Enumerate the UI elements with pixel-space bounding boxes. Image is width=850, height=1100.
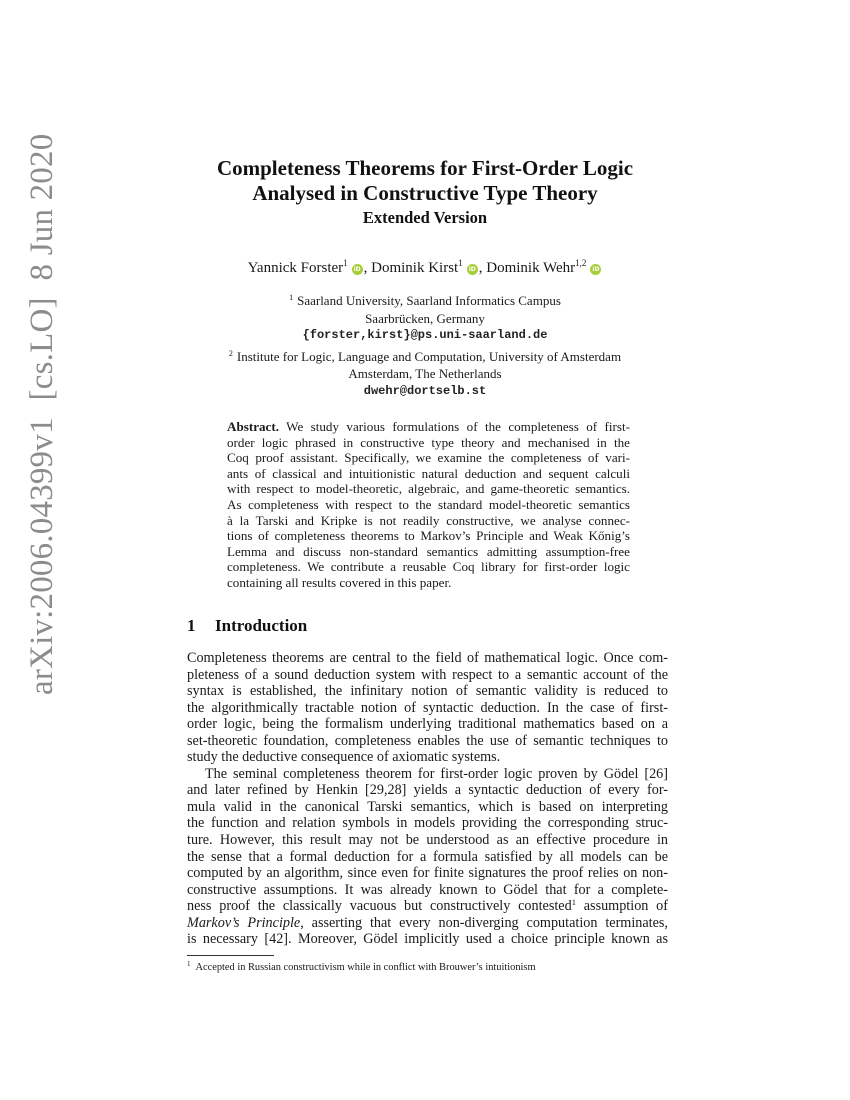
abstract-line: As completeness with respect to the standard model-theoretic semantics: [227, 496, 630, 512]
body-line: the function and relation symbols in models providing the corresponding struc-: [187, 815, 668, 832]
abstract-line: ants of classical and intuitionistic natural deduction and sequent calculi: [227, 465, 630, 481]
footnote: [187, 960, 668, 973]
author-affiliation-mark: 1: [343, 258, 348, 268]
abstract-line: Coq proof assistant. Specifically, we examine the completeness of vari-: [227, 450, 630, 466]
body-text-fragment: ness proof the classically vacuous but constructively contested: [187, 898, 572, 915]
arxiv-identifier-stamp: arXiv:2006.04399v1 [cs.LO] 8 Jun 2020: [24, 133, 60, 695]
abstract-label: Abstract.: [227, 419, 279, 434]
section-title: Introduction: [215, 616, 308, 635]
paper-title-line-1: Completeness Theorems for First-Order Logic: [216, 156, 634, 180]
body-line: study the deductive consequence of axiomatic systems.: [187, 749, 501, 766]
footnote-marker: 1: [187, 960, 191, 968]
author-name: Dominik Wehr: [486, 260, 576, 276]
affiliation-1-location: Saarbrücken, Germany: [365, 310, 485, 326]
emphasis-term: Markov’s Principle: [187, 914, 301, 931]
body-text-fragment: assumption of: [575, 898, 668, 915]
affiliation-institution: Institute for Logic, Language and Computation, University of Amsterdam: [236, 348, 622, 364]
abstract: [227, 419, 630, 591]
orcid-icon[interactable]: iD: [353, 266, 361, 273]
affiliations: [150, 289, 700, 400]
author-separator: ,: [478, 260, 487, 276]
body-line: the algorithmically tractable notion of syntactic deduction. In the case of first-: [187, 699, 668, 716]
body-line: The seminal completeness theorem for first-order logic proven by Gödel [26]: [205, 765, 668, 782]
affiliation-institution: Saarland University, Saarland Informatics Campus: [297, 293, 561, 308]
author-affiliation-mark: 1,2: [575, 258, 587, 268]
body-line: ture. However, this result may not be understood as an effective procedure in: [187, 832, 668, 849]
author-name: Dominik Kirst: [371, 260, 459, 276]
affiliation-1-line-1: [150, 289, 700, 310]
body-line: Completeness theorems are central to the field of mathematical logic. Once com-: [187, 650, 668, 666]
affiliation-2-location: Amsterdam, The Netherlands: [348, 366, 502, 381]
paper-subtitle: Extended Version: [362, 208, 488, 227]
body-line: computed by an algorithm, since even for finite signatures the proof relies on non-: [187, 865, 668, 882]
body-line: [187, 915, 668, 932]
body-line: [187, 898, 668, 915]
affiliation-2-line-1: [150, 345, 700, 366]
abstract-line: [227, 419, 630, 435]
affiliation-1-email[interactable]: {forster,kirst}@ps.uni-saarland.de: [302, 328, 548, 342]
body-line: pleteness of a sound deduction system with respect to a semantic account of the: [187, 666, 668, 683]
body-line: the sense that a formal deduction for a formula satisfied by all models can be: [187, 848, 668, 865]
orcid-icon[interactable]: iD: [592, 266, 600, 273]
abstract-line: à la Tarski and Kripke is not readily constructive, we analyse connec-: [227, 512, 630, 528]
author-affiliation-mark: 1: [458, 258, 463, 268]
affiliation-2-email[interactable]: dwehr@dortselb.st: [363, 383, 487, 398]
body-line: set-theoretic foundation, completeness enables the use of semantic techniques to: [187, 732, 668, 749]
affiliation-mark: 2: [228, 348, 233, 358]
author-name: Yannick Forster: [247, 260, 344, 276]
body-line: is necessary [42]. Moreover, Gödel implicitly used a choice principle known as: [187, 931, 668, 948]
abstract-line: containing all results covered in this paper.: [227, 574, 452, 590]
footnote-text: Accepted in Russian constructivism while in conflict with Brouwer’s intuitionism: [195, 962, 536, 973]
body-line: order logic, being the formalism underlying traditional mathematics based on a: [187, 716, 668, 733]
abstract-text: We study various formulations of the completeness of first-: [279, 419, 630, 434]
abstract-line: completeness. We contribute a reusable Coq library for first-order logic: [227, 559, 630, 575]
body-line: and later refined by Henkin [29,28] yields a syntactic deduction of every for-: [187, 782, 668, 799]
abstract-line: Lemma and discuss non-standard semantics admitting assumption-free: [227, 543, 630, 559]
body-line: constructive assumptions. It was already known to Gödel that for a complete-: [187, 881, 668, 898]
body-text-fragment: , asserting that every non-diverging computation terminates,: [300, 914, 668, 931]
author-separator: ,: [363, 260, 372, 276]
footnote-divider: [187, 955, 274, 956]
abstract-line: with respect to model-theoretic, algebraic, and game-theoretic semantics.: [227, 481, 630, 497]
abstract-line: tions of completeness theorems to Markov’s Principle and Weak Kőnig’s: [227, 528, 630, 544]
author-list: [150, 258, 700, 277]
body-text: [187, 650, 668, 948]
affiliation-mark: 1: [289, 293, 294, 302]
body-line: mula valid in the canonical Tarski semantics, which is based on interpreting: [187, 798, 668, 815]
section-number: 1: [187, 616, 196, 635]
abstract-line: order logic phrased in constructive type theory and mechanised in the: [227, 434, 630, 450]
footnote-reference[interactable]: 1: [571, 897, 576, 908]
paper-title-line-2: Analysed in Constructive Type Theory: [252, 181, 598, 205]
orcid-icon[interactable]: iD: [468, 266, 476, 273]
section-heading: [187, 616, 307, 636]
body-line: syntax is established, the infinitary notion of semantic validity is reduced to: [187, 683, 668, 700]
